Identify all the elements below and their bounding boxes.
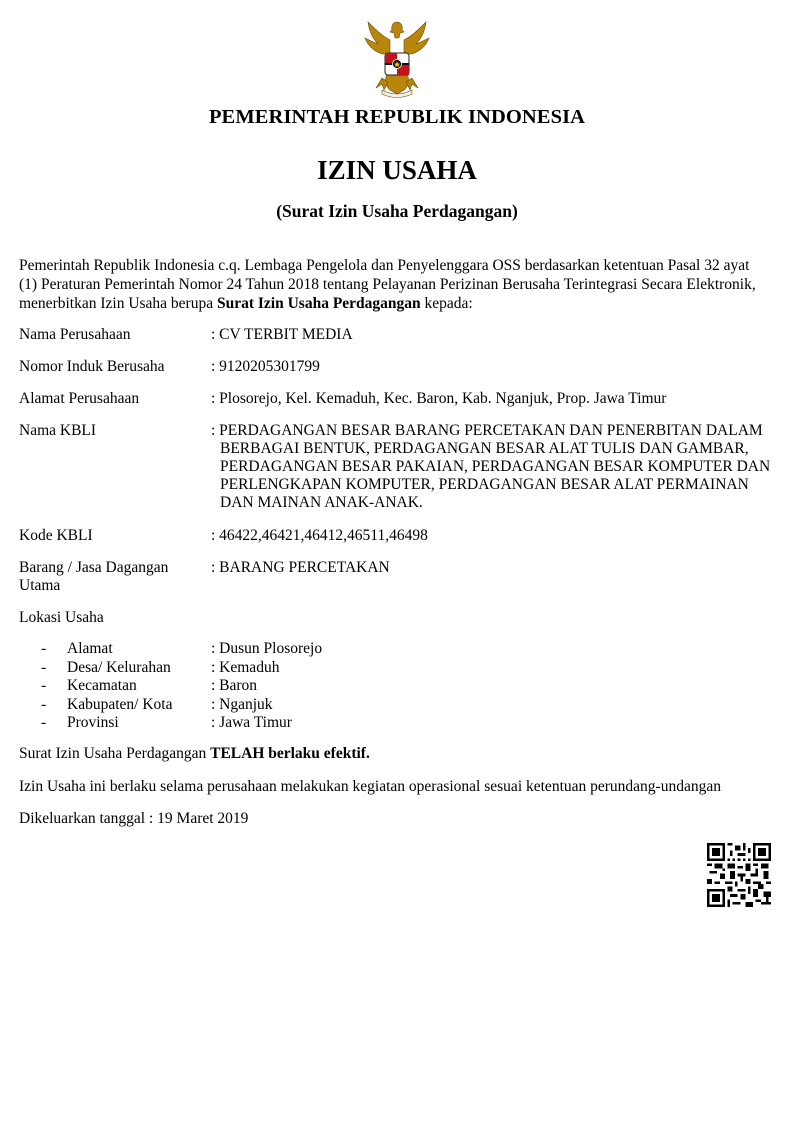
location-label: Alamat xyxy=(67,640,113,657)
bullet-dash: - xyxy=(41,677,47,694)
intro-paragraph xyxy=(19,256,759,313)
nib-label: Nomor Induk Berusaha xyxy=(19,358,165,375)
status-effective: TELAH berlaku efektif. xyxy=(210,745,370,762)
company-name-value: : CV TERBIT MEDIA xyxy=(211,326,353,343)
document-title: IZIN USAHA xyxy=(317,155,477,185)
document-subtitle: (Surat Izin Usaha Perdagangan) xyxy=(276,201,518,221)
validity-line: Izin Usaha ini berlaku selama perusahaan melakukan kegiatan operasional sesuai ketentuan perundang-undangan xyxy=(19,778,721,795)
bullet-dash: - xyxy=(41,640,47,657)
address-label: Alamat Perusahaan xyxy=(19,390,140,407)
location-value: : Nganjuk xyxy=(211,695,273,713)
nib-value: : 9120205301799 xyxy=(211,358,320,375)
location-value: : Dusun Plosorejo xyxy=(211,640,323,657)
intro-permit-type: Surat Izin Usaha Perdagangan xyxy=(216,295,421,312)
location-value: : Jawa Timur xyxy=(211,714,292,731)
garuda-emblem-icon xyxy=(360,18,434,98)
qr-code-icon xyxy=(707,843,771,907)
location-label: Kecamatan xyxy=(67,677,137,694)
company-name-label: Nama Perusahaan xyxy=(19,326,131,343)
status-text: Surat Izin Usaha Perdagangan xyxy=(19,745,211,762)
government-heading: PEMERINTAH REPUBLIK INDONESIA xyxy=(208,106,586,128)
status-line xyxy=(19,744,779,763)
goods-label-line2: Utama xyxy=(19,577,61,594)
intro-text: Pemerintah Republik Indonesia c.q. Lembaga Pengelola dan Penyelenggara OSS berdasarkan ketentuan Pasal 32 ayat (1) Peraturan Pemerintah Nomor 24 Tahun 2018 tentang Pelayanan Perizinan Berusaha Terintegrasi Secara Elektronik, menerbitkan Izin Usaha berupa xyxy=(19,257,756,312)
goods-label xyxy=(19,559,199,595)
goods-value: : BARANG PERCETAKAN xyxy=(211,559,390,576)
location-value: : Baron xyxy=(211,677,258,694)
bullet-dash: - xyxy=(41,695,47,713)
issued-date-line: Dikeluarkan tanggal : 19 Maret 2019 xyxy=(19,810,249,827)
location-label: Kabupaten/ Kota xyxy=(67,695,173,713)
kbli-name-label: Nama KBLI xyxy=(19,422,97,439)
location-label: Desa/ Kelurahan xyxy=(67,658,171,676)
bullet-dash: - xyxy=(41,714,47,731)
location-value: : Kemaduh xyxy=(211,658,280,676)
address-value: : Plosorejo, Kel. Kemaduh, Kec. Baron, Kab. Nganjuk, Prop. Jawa Timur xyxy=(211,390,667,407)
location-label: Provinsi xyxy=(67,714,119,731)
goods-label-line1: Barang / Jasa Dagangan xyxy=(19,559,169,576)
kbli-code-value: : 46422,46421,46412,46511,46498 xyxy=(211,527,428,544)
kbli-name-value: : PERDAGANGAN BESAR BARANG PERCETAKAN DAN PENERBITAN DALAM BERBAGAI BENTUK, PERDAGANGAN BESAR ALAT TULIS DAN GAMBAR, PERDAGANGAN BESAR PAKAIAN, PERDAGANGAN BESAR KOMPUTER DAN PERLENGKAPAN KOMPUTER, PERDAGANGAN BESAR ALAT PERMAINAN DAN MAINAN ANAK-ANAK. xyxy=(211,422,771,511)
kbli-code-label: Kode KBLI xyxy=(19,527,93,544)
location-heading: Lokasi Usaha xyxy=(19,609,104,626)
bullet-dash: - xyxy=(41,658,47,676)
intro-text-end: kepada: xyxy=(420,295,473,312)
